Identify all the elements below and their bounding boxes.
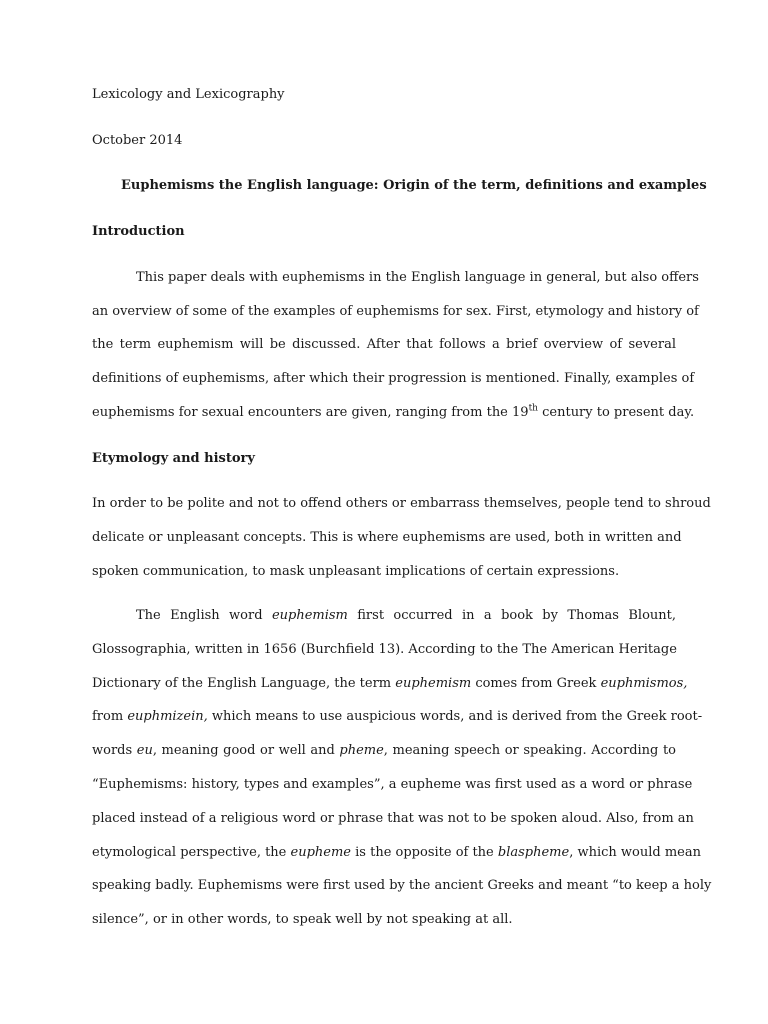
intro-line: the term euphemism will be discussed. After that follows a brief overview of several [92,337,676,352]
etymology-line: words eu, meaning good or well and pheme, meaning speech or speaking. According to [92,743,677,758]
document-title: Euphemisms the English language: Origin of the term, definitions and examples [121,178,707,193]
intro-line: an overview of some of the examples of euphemisms for sex. First, etymology and history of [92,304,699,319]
intro-line: definitions of euphemisms, after which their progression is mentioned. Finally, examples of [92,371,695,386]
document-date: October 2014 [92,133,183,148]
intro-line: euphemisms for sexual encounters are given, ranging from the 19th century to present day. [92,403,695,420]
course-name: Lexicology and Lexicography [92,87,285,102]
etymology-line: speaking badly. Euphemisms were first used by the ancient Greeks and meant “to keep a holy [92,878,712,893]
heading-etymology: Etymology and history [92,451,255,466]
etymology-line: spoken communication, to mask unpleasant implications of certain expressions. [92,564,620,579]
etymology-line: placed instead of a religious word or phrase that was not to be spoken aloud. Also, from an [92,811,694,826]
etymology-line: etymological perspective, the eupheme is the opposite of the blaspheme, which would mean [92,845,701,860]
etymology-line: silence”, or in other words, to speak well by not speaking at all. [92,912,513,927]
etymology-line: delicate or unpleasant concepts. This is where euphemisms are used, both in written and [92,530,682,545]
intro-line: This paper deals with euphemisms in the English language in general, but also offers [136,270,699,285]
etymology-line: Dictionary of the English Language, the term euphemism comes from Greek euphmismos, [92,676,688,691]
etymology-line: from euphmizein, which means to use auspicious words, and is derived from the Greek root- [92,709,703,724]
etymology-line: The English word euphemism first occurred in a book by Thomas Blount, [136,608,676,623]
heading-introduction: Introduction [92,224,185,239]
etymology-line: “Euphemisms: history, types and examples”, a eupheme was first used as a word or phrase [92,777,693,792]
etymology-line: In order to be polite and not to offend others or embarrass themselves, people tend to shroud [92,496,711,511]
etymology-line: Glossographia, written in 1656 (Burchfield 13). According to the The American Heritage [92,642,677,657]
